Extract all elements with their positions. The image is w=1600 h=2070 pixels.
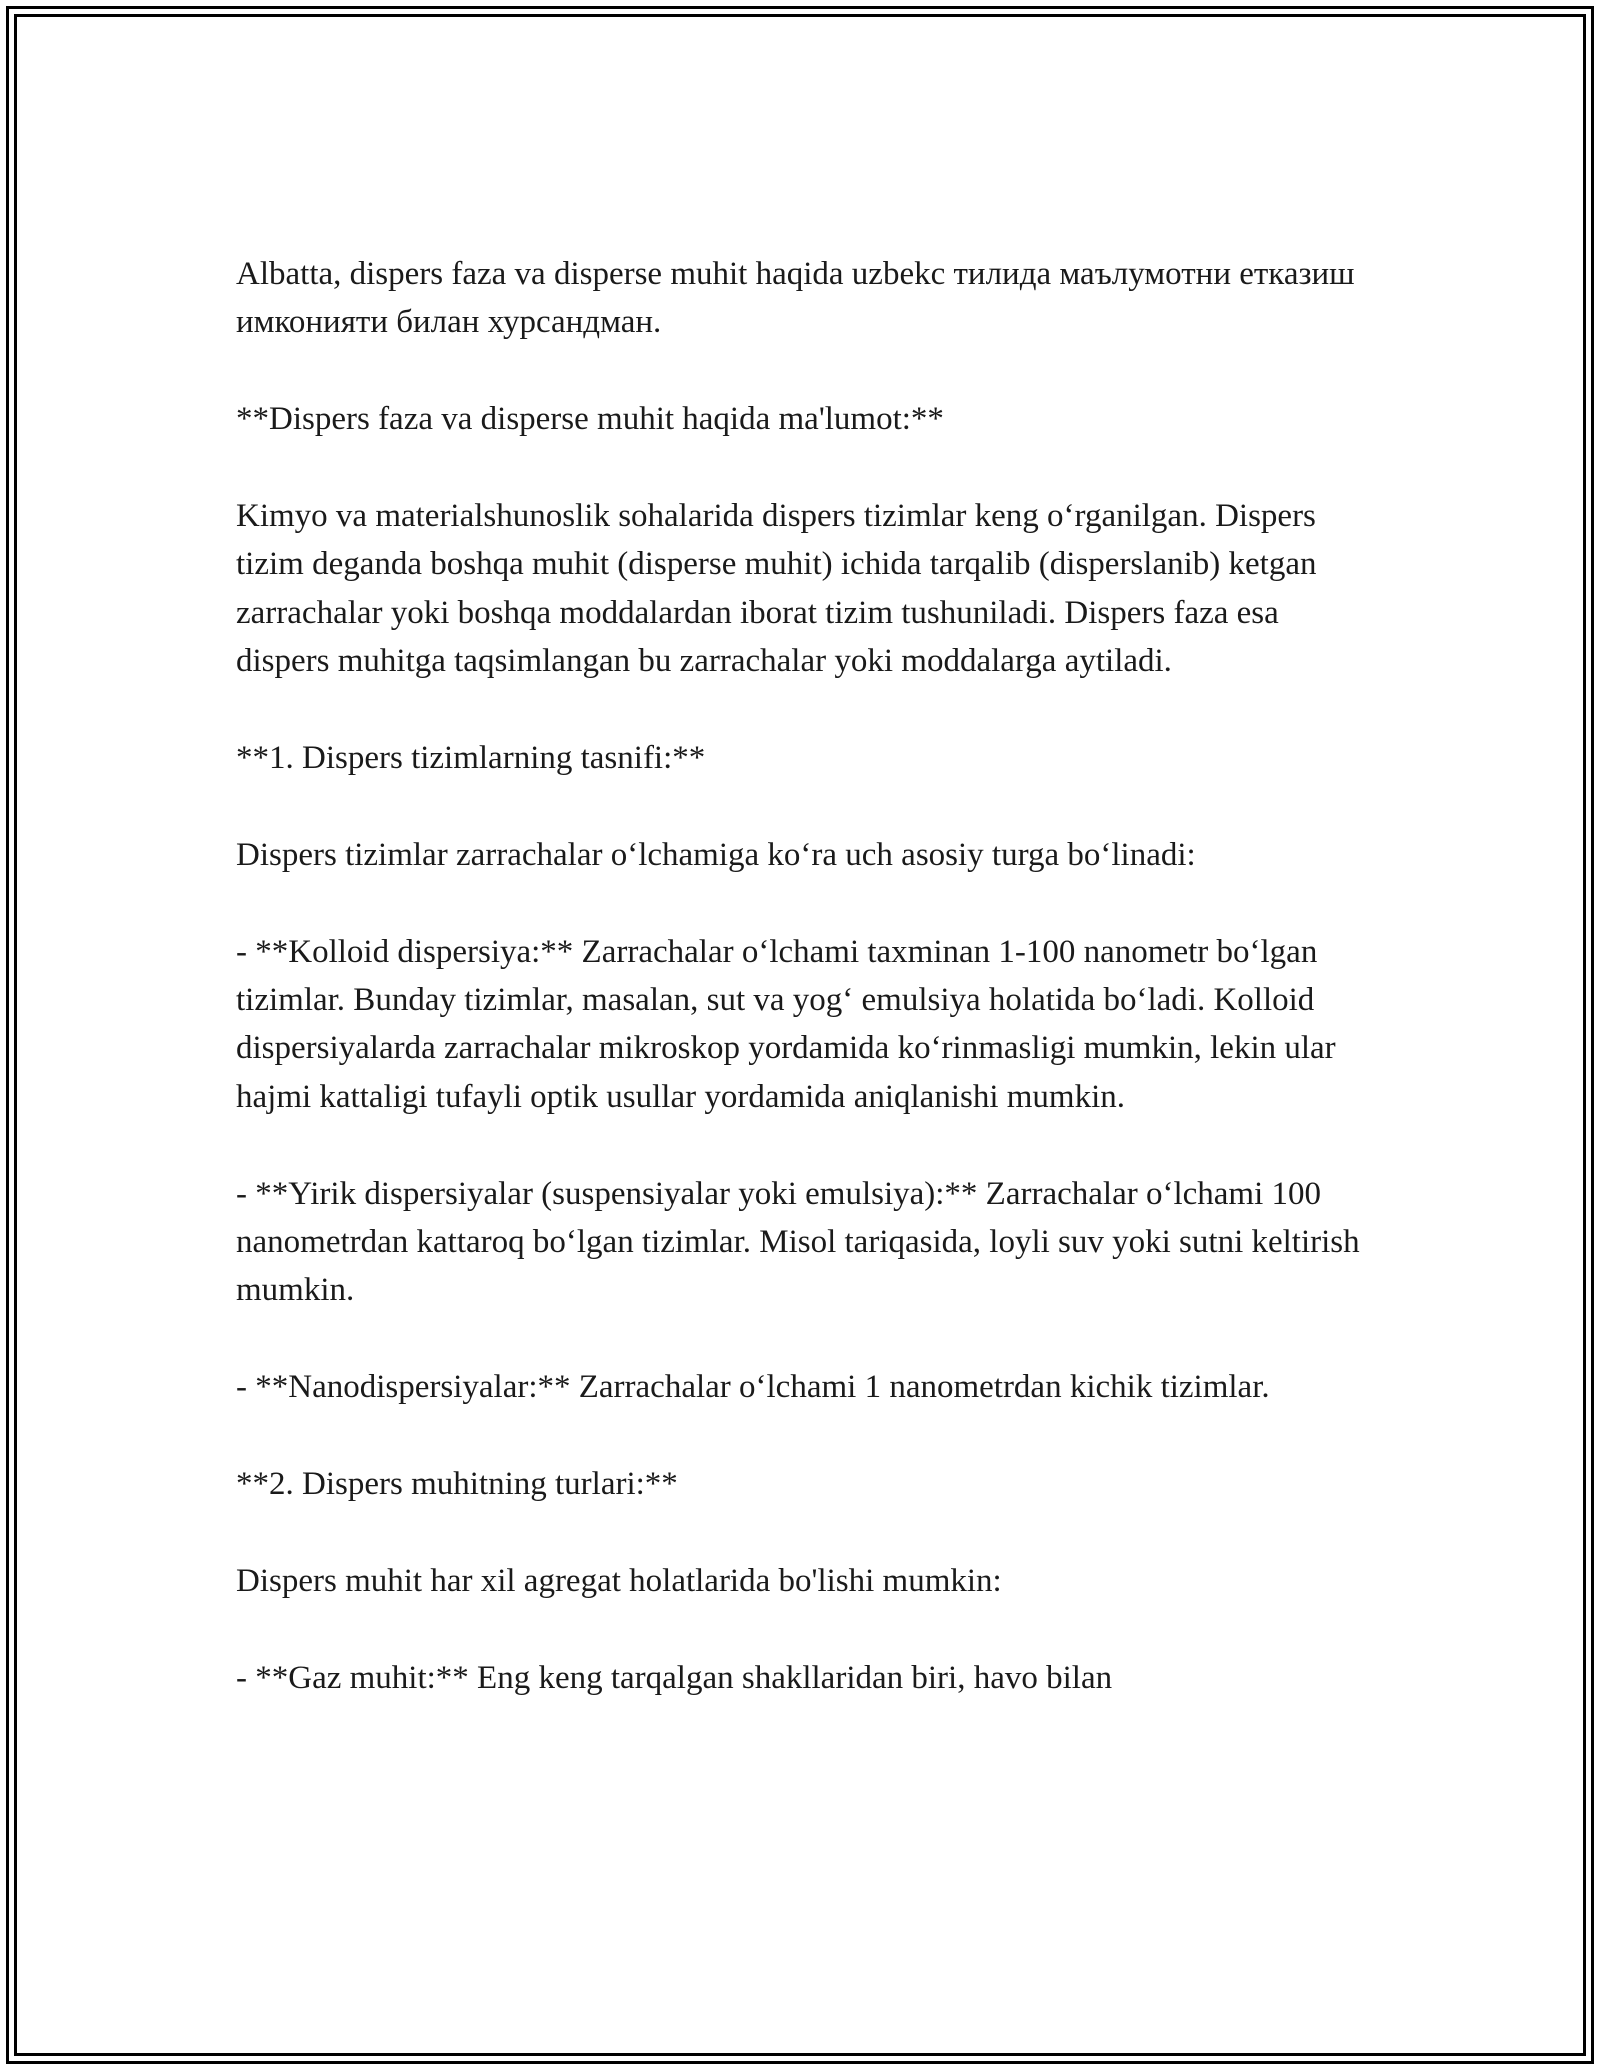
section-1-heading: **1. Dispers tizimlarning tasnifi:** [236, 740, 706, 777]
section-2-heading: **2. Dispers muhitning turlari:** [236, 1466, 678, 1503]
gas-medium-item: - **Gaz muhit:** Eng keng tarqalgan shakllaridan biri, havo bilan [236, 1659, 1113, 1696]
nanodispersion-item: - **Nanodispersiyalar:** Zarrachalar o‘lchami 1 nanometrdan kichik tizimlar. [236, 1369, 1270, 1406]
main-heading: **Dispers faza va disperse muhit haqida ma'lumot:** [236, 401, 944, 438]
classification-intro: Dispers tizimlar zarrachalar o‘lchamiga ko‘ra uch asosiy turga bo‘linadi: [236, 836, 1196, 873]
coarse-dispersion-item: - **Yirik dispersiyalar (suspensiyalar yoki emulsiya):** Zarrachalar o‘lchami 100 nanometrdan kattaroq bo‘lgan tizimlar. Misol tariqasida, loyli suv yoki sutni keltirish mumkin. [236, 1175, 1360, 1309]
colloid-item: - **Kolloid dispersiya:** Zarrachalar o‘lchami taxminan 1-100 nanometr bo‘lgan tizimlar. Bunday tizimlar, masalan, sut va yog‘ emulsiya holatida bo‘ladi. Kolloid dispersiyalarda zarrachalar mikroskop yordamida ko‘rinmasligi mumkin, lekin ular hajmi kattaligi tufayli optik usullar yordamida aniqlanishi mumkin. [236, 933, 1336, 1115]
document-body [236, 250, 1366, 1702]
intro-paragraph: Albatta, dispers faza va disperse muhit haqida uzbekс тилида маълумотни етказиш имконияти билан хурсандман. [236, 256, 1355, 341]
definition-paragraph: Kimyo va materialshunoslik sohalarida dispers tizimlar keng o‘rganilgan. Dispers tizim deganda boshqa muhit (disperse muhit) ichida tarqalib (disperslanib) ketgan zarrachalar yoki boshqa moddalardan iborat tizim tushuniladi. Dispers faza esa dispers muhitga taqsimlangan bu zarrachalar yoki moddalarga aytiladi. [236, 498, 1317, 680]
medium-types-intro: Dispers muhit har xil agregat holatlarida bo'lishi mumkin: [236, 1562, 1002, 1599]
